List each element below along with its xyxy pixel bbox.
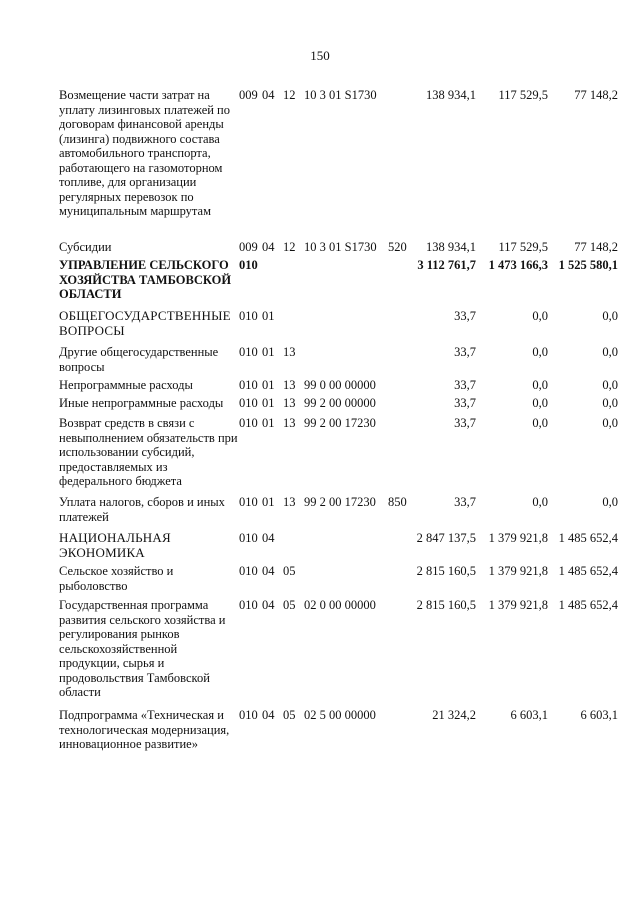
row-value-3: 0,0	[602, 416, 618, 430]
row-admin-code: 010	[239, 309, 258, 323]
row-section-code: 01	[262, 495, 275, 509]
row-subsection-code: 12	[283, 88, 296, 102]
row-value-3: 0,0	[602, 396, 618, 410]
row-value-3: 0,0	[602, 378, 618, 392]
row-name: Непрограммные расходы	[59, 378, 193, 392]
row-section-code: 04	[262, 598, 275, 612]
row-value-2: 117 529,5	[498, 240, 548, 254]
row-name: Другие общегосударственные вопросы	[59, 345, 219, 374]
row-value-1: 138 934,1	[426, 88, 476, 102]
row-value-2: 1 379 921,8	[488, 598, 548, 612]
row-value-2: 117 529,5	[498, 88, 548, 102]
row-subsection-code: 13	[283, 495, 296, 509]
row-value-2: 1 379 921,8	[488, 531, 548, 545]
row-value-2: 1 473 166,3	[488, 258, 548, 272]
row-target-code: 02 0 00 00000	[304, 598, 376, 612]
row-value-2: 0,0	[532, 378, 548, 392]
row-section-code: 01	[262, 416, 275, 430]
row-name: Иные непрограммные расходы	[59, 396, 224, 410]
row-value-1: 2 815 160,5	[416, 564, 476, 578]
row-name: Возмещение части затрат на уплату лизинговых платежей по договорам финансовой аренды (лизинга) подвижного состава автомобильного транспорта, работающего на газомоторном топливе, для организации регулярных перевозок по муниципальным маршрутам	[59, 88, 230, 218]
row-expense-type: 850	[388, 495, 407, 509]
row-value-1: 33,7	[454, 309, 476, 323]
row-value-3: 1 485 652,4	[558, 564, 618, 578]
row-admin-code: 010	[239, 378, 258, 392]
row-name: Сельское хозяйство и рыболовство	[59, 564, 174, 593]
row-value-1: 21 324,2	[432, 708, 476, 722]
row-value-1: 3 112 761,7	[417, 258, 476, 272]
row-section-code: 04	[262, 88, 275, 102]
row-name: Уплата налогов, сборов и иных платежей	[59, 495, 225, 524]
row-value-2: 1 379 921,8	[488, 564, 548, 578]
row-expense-type: 520	[388, 240, 407, 254]
row-value-2: 0,0	[532, 309, 548, 323]
row-value-3: 1 485 652,4	[558, 531, 618, 545]
row-value-3: 0,0	[602, 495, 618, 509]
row-value-3: 1 485 652,4	[558, 598, 618, 612]
row-name: УПРАВЛЕНИЕ СЕЛЬСКОГО ХОЗЯЙСТВА ТАМБОВСКОЙ ОБЛАСТИ	[59, 258, 232, 301]
row-value-2: 0,0	[532, 396, 548, 410]
row-admin-code: 010	[239, 708, 258, 722]
row-value-1: 33,7	[454, 396, 476, 410]
row-subsection-code: 05	[283, 564, 296, 578]
row-target-code: 99 2 00 17230	[304, 495, 376, 509]
row-admin-code: 009	[239, 88, 258, 102]
row-name: НАЦИОНАЛЬНАЯ ЭКОНОМИКА	[59, 530, 171, 560]
row-name: Подпрограмма «Техническая и технологическая модернизация, инновационное развитие»	[59, 708, 230, 751]
row-target-code: 10 3 01 S1730	[304, 88, 377, 102]
row-subsection-code: 13	[283, 345, 296, 359]
row-value-1: 33,7	[454, 345, 476, 359]
row-value-3: 77 148,2	[574, 240, 618, 254]
row-name: Государственная программа развития сельского хозяйства и регулирования рынков сельскохозяйственной продукции, сырья и продовольствия Тамбовской области	[59, 598, 226, 699]
row-section-code: 04	[262, 564, 275, 578]
page-number: 150	[310, 48, 330, 63]
row-subsection-code: 13	[283, 416, 296, 430]
row-name: Субсидии	[59, 240, 112, 254]
row-admin-code: 010	[239, 416, 258, 430]
row-admin-code: 010	[239, 531, 258, 545]
row-value-3: 0,0	[602, 345, 618, 359]
row-section-code: 01	[262, 396, 275, 410]
row-section-code: 04	[262, 240, 275, 254]
row-section-code: 04	[262, 531, 275, 545]
row-value-1: 33,7	[454, 495, 476, 509]
row-value-3: 0,0	[602, 309, 618, 323]
row-value-2: 0,0	[532, 345, 548, 359]
row-value-2: 0,0	[532, 495, 548, 509]
row-name: ОБЩЕГОСУДАРСТВЕННЫЕ ВОПРОСЫ	[59, 308, 231, 338]
row-name: Возврат средств в связи с невыполнением обязательств при использовании субсидий, предоставляемых из федерального бюджета	[59, 416, 238, 488]
row-subsection-code: 13	[283, 396, 296, 410]
row-value-1: 2 815 160,5	[416, 598, 476, 612]
row-admin-code: 009	[239, 240, 258, 254]
row-value-1: 2 847 137,5	[416, 531, 476, 545]
row-admin-code: 010	[239, 564, 258, 578]
row-admin-code: 010	[239, 258, 258, 272]
row-section-code: 01	[262, 345, 275, 359]
row-target-code: 99 2 00 00000	[304, 396, 376, 410]
row-subsection-code: 13	[283, 378, 296, 392]
row-admin-code: 010	[239, 495, 258, 509]
row-section-code: 01	[262, 378, 275, 392]
row-target-code: 10 3 01 S1730	[304, 240, 377, 254]
row-target-code: 99 0 00 00000	[304, 378, 376, 392]
row-section-code: 01	[262, 309, 275, 323]
row-target-code: 02 5 00 00000	[304, 708, 376, 722]
row-admin-code: 010	[239, 396, 258, 410]
row-value-3: 77 148,2	[574, 88, 618, 102]
row-admin-code: 010	[239, 345, 258, 359]
row-value-1: 33,7	[454, 378, 476, 392]
row-value-3: 6 603,1	[580, 708, 618, 722]
row-value-1: 33,7	[454, 416, 476, 430]
row-subsection-code: 05	[283, 708, 296, 722]
row-value-2: 6 603,1	[510, 708, 548, 722]
row-subsection-code: 12	[283, 240, 296, 254]
row-section-code: 04	[262, 708, 275, 722]
row-value-2: 0,0	[532, 416, 548, 430]
row-target-code: 99 2 00 17230	[304, 416, 376, 430]
row-subsection-code: 05	[283, 598, 296, 612]
row-admin-code: 010	[239, 598, 258, 612]
row-value-3: 1 525 580,1	[558, 258, 618, 272]
row-value-1: 138 934,1	[426, 240, 476, 254]
